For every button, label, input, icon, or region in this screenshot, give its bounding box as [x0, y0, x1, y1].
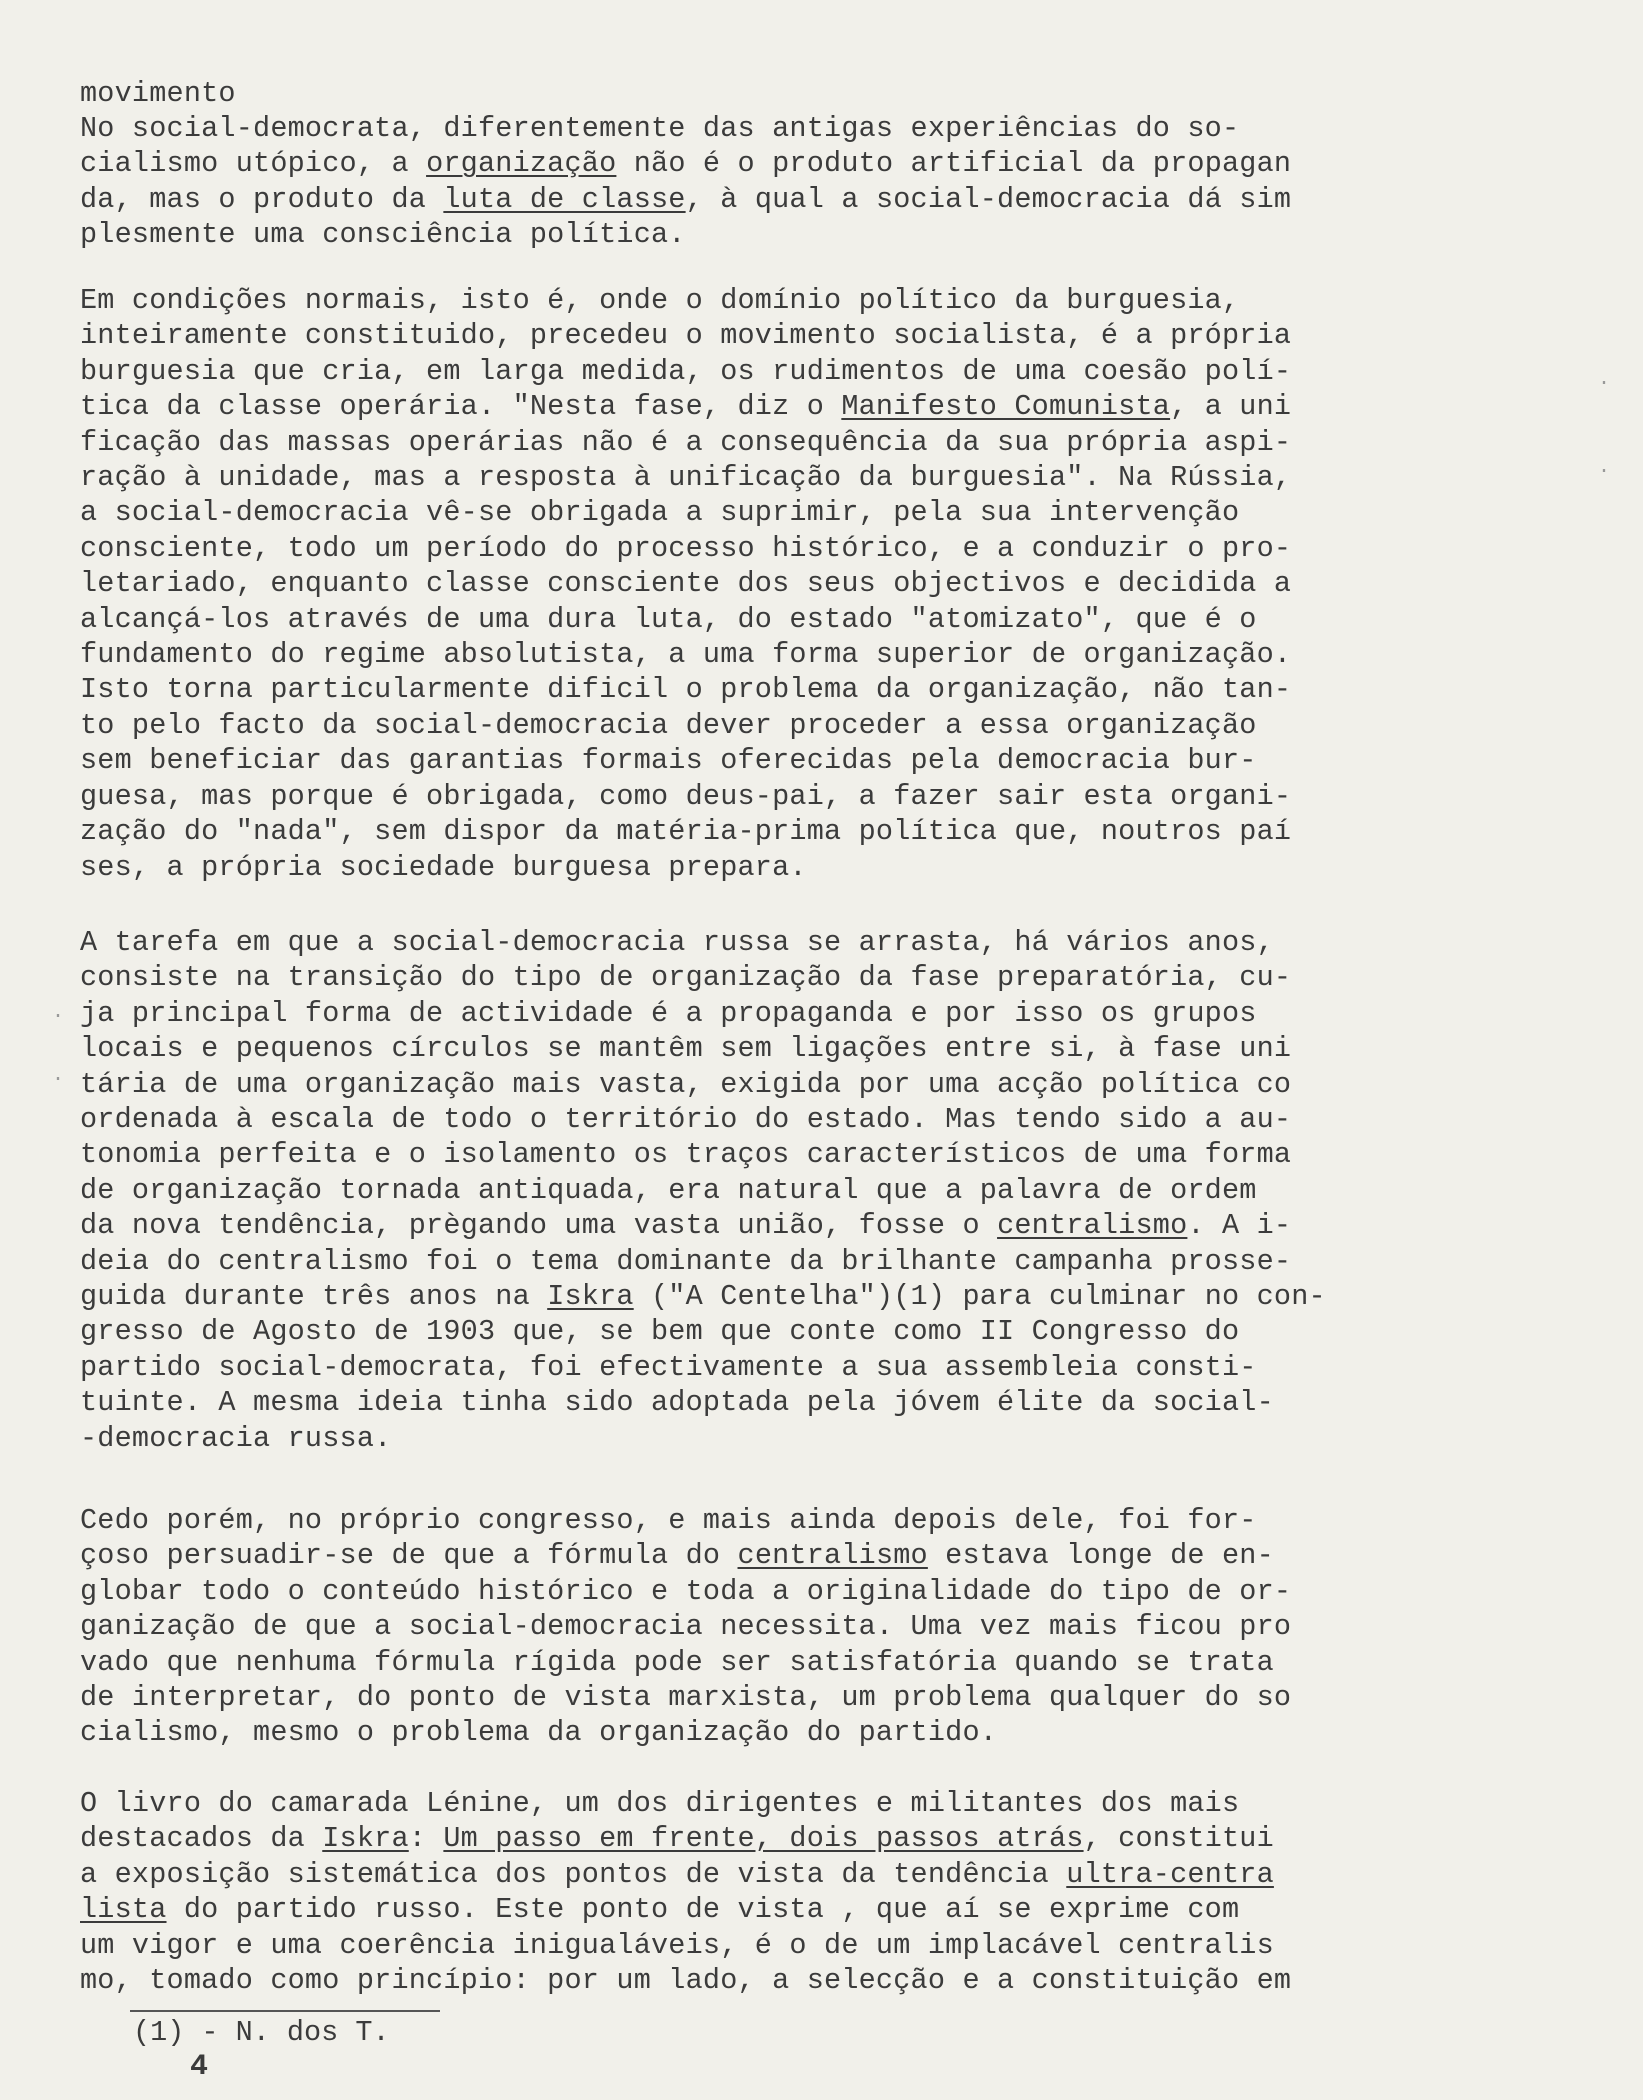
- heading: movimento: [80, 77, 236, 110]
- text-run: do partido russo. Este ponto de vista , que aí se exprime com um vigor e uma coerência inigualáveis, é o de um implacável centralis mo, tomado como princípio: por um lado, a selecção e a constituição em: [80, 1893, 1292, 1998]
- underlined-text: organização: [426, 147, 617, 181]
- footnote-separator: [130, 2010, 440, 2012]
- paragraph-3: [80, 925, 1480, 1456]
- underlined-text: Iskra: [547, 1280, 634, 1314]
- text-run: , a uni ficação das massas operárias não é a consequência da sua própria aspi- ração à unidade, mas a resposta à unificação da burguesia". Na Rússia, a social-democracia vê-se obrigada a suprimir, pela sua intervenção consciente, todo um período do processo histórico, e a conduzir o pro- letariado, enquanto classe consciente dos seus objectivos e decidida a alcançá-los através de uma dura luta, do estado "atomizato", que é o fundamento do regime absolutista, a uma forma superior de organização. Isto torna particularmente dificil o problema da organização, não tan- to pelo facto da social-democracia dever proceder a essa organização sem beneficiar das garantias formais oferecidas pela democracia bur- guesa, mas porque é obrigada, como deus-pai, a fazer sair esta organi- zação do "nada", sem dispor da matéria-prima política que, noutros paí ses, a própria sociedade burguesa prepara.: [80, 390, 1292, 884]
- text-run: A tarefa em que a social-democracia russa se arrasta, há vários anos, consiste na transição do tipo de organização da fase preparatória, cu- ja principal forma de actividade é a propaganda e por isso os grupos locais e pequenos círculos se mantêm sem ligações entre si, à fase uni tária de uma organização mais vasta, exigida por uma acção política co ordenada à escala de todo o território do estado. Mas tendo sido a au- tonomia perfeita e o isolamento os traços característicos de uma forma de organização tornada antiquada, era natural que a palavra de ordem da nova tendência, prègando uma vasta união, fosse o: [80, 926, 1292, 1243]
- paragraph-2: [80, 283, 1480, 885]
- underlined-text: centralismo: [997, 1209, 1188, 1243]
- scan-mark: ·: [52, 1005, 65, 1028]
- text-run: Em condições normais, isto é, onde o domínio político da burguesia, inteiramente constituido, precedeu o movimento socialista, é a própria burguesia que cria, em larga medida, os rudimentos de uma coesão polí- tica da classe operária. "Nesta fase, diz o: [80, 284, 1292, 424]
- paragraph-5: [80, 1786, 1480, 1998]
- underlined-text: Iskra: [322, 1822, 409, 1856]
- underlined-text: Um passo em frente, dois passos atrás: [443, 1822, 1084, 1856]
- underlined-text: luta de classe: [443, 182, 686, 216]
- scan-mark: ·: [52, 1068, 65, 1091]
- underlined-text: centralismo: [737, 1539, 928, 1573]
- text-run: , constitui a exposição sistemática dos pontos de vista da tendência: [80, 1822, 1274, 1891]
- underlined-text: ultra-centra lista: [80, 1857, 1274, 1927]
- text-run: :: [408, 1822, 444, 1856]
- underlined-text: Manifesto Comunista: [841, 390, 1171, 424]
- text-run: No social-democrata, diferentemente das antigas experiências do so- cialismo utópico, a: [80, 112, 1240, 181]
- text-run: , à qual a social-democracia dá sim plesmente uma consciência política.: [80, 182, 1292, 252]
- text-run: não é o produto artificial da propagan da, mas o produto da: [80, 147, 1292, 216]
- page-number: 4: [190, 2050, 209, 2084]
- footnote: (1) - N. dos T.: [133, 2016, 390, 2049]
- text-run: . A i- deia do centralismo foi o tema dominante da brilhante campanha prosse- guida durante três anos na: [80, 1209, 1292, 1314]
- paragraph-1: [80, 111, 1480, 253]
- scan-mark: ·: [1598, 460, 1611, 483]
- text-run: ("A Centelha")(1) para culminar no con- gresso de Agosto de 1903 que, se bem que conte como II Congresso do partido social-democrata, foi efectivamente a sua assembleia consti- tuinte. A mesma ideia tinha sido adoptada pela jóvem élite da social- -democracia russa.: [80, 1280, 1326, 1455]
- scan-mark: ·: [1598, 372, 1611, 395]
- text-run: estava longe de en- globar todo o conteúdo histórico e toda a originalidade do tipo de or- ganização de que a social-democracia necessita. Uma vez mais ficou pro vado que nenhuma fórmula rígida pode ser satisfatória quando se trata de interpretar, do ponto de vista marxista, um problema qualquer do so cialismo, mesmo o problema da organização do partido.: [80, 1539, 1292, 1750]
- text-run: O livro do camarada Lénine, um dos dirigentes e militantes dos mais destacados da: [80, 1787, 1240, 1856]
- paragraph-4: [80, 1503, 1480, 1751]
- text-run: Cedo porém, no próprio congresso, e mais ainda depois dele, foi for- çoso persuadir-se de que a fórmula do: [80, 1504, 1257, 1573]
